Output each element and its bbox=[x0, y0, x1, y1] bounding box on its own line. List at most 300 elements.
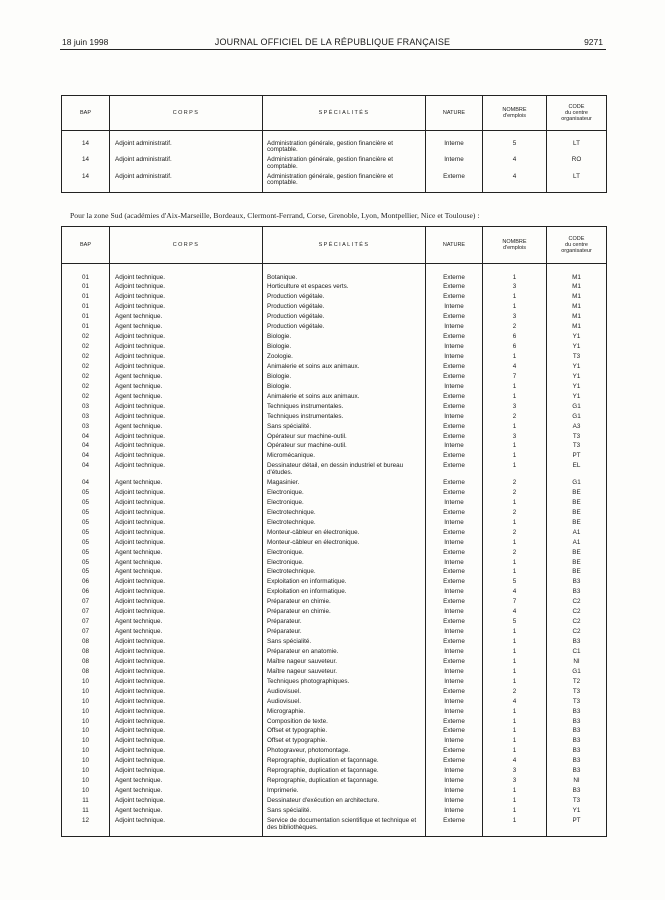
cell-nombre: 1 bbox=[483, 728, 547, 738]
cell-nombre: 1 bbox=[483, 709, 547, 719]
zone-sud-paragraph: Pour la zone Sud (académies d'Aix-Marseille, Bordeaux, Clermont-Ferrand, Corse, Grenoble, Lyon, Montpellier, Nice et Toulouse) : bbox=[70, 211, 480, 220]
cell-bap: 03 bbox=[81, 402, 89, 410]
col-code-sub1: du centre bbox=[565, 110, 588, 116]
cell-nombre: 4 bbox=[483, 609, 547, 619]
cell-nature: Interne bbox=[426, 699, 483, 709]
cell-nombre: 3 bbox=[483, 768, 547, 778]
cell-nombre: 2 bbox=[483, 530, 547, 540]
cell-code: BE bbox=[547, 560, 607, 570]
cell-code: Y1 bbox=[547, 394, 607, 404]
spacer-cell bbox=[426, 835, 483, 837]
cell-specialite: Administration générale, gestion financière et comptable. bbox=[263, 141, 426, 158]
cell-bap: 02 bbox=[81, 392, 89, 400]
cell-nombre: 1 bbox=[483, 649, 547, 659]
table-row bbox=[62, 174, 607, 191]
table-row bbox=[62, 157, 607, 174]
col-nombre-label: NOMBRE bbox=[502, 239, 527, 245]
cell-nature: Interne bbox=[426, 354, 483, 364]
cell-code: A3 bbox=[547, 424, 607, 434]
cell-corps: Adjoint administratif. bbox=[110, 141, 263, 158]
spacer-cell bbox=[426, 131, 483, 141]
cell-corps: Adjoint technique. bbox=[110, 589, 263, 599]
cell-nature: Externe bbox=[426, 550, 483, 560]
cell-nature: Externe bbox=[426, 334, 483, 344]
cell-specialite: Reprographie, duplication et façonnage. bbox=[263, 768, 426, 778]
cell-specialite: Micromécanique. bbox=[263, 453, 426, 463]
cell-corps: Adjoint technique. bbox=[110, 748, 263, 758]
cell-nombre: 7 bbox=[483, 599, 547, 609]
col-nombre-sub: d'emplois bbox=[502, 113, 527, 119]
cell-nombre: 1 bbox=[483, 639, 547, 649]
cell-bap: 05 bbox=[81, 558, 89, 566]
cell-code: T3 bbox=[547, 434, 607, 444]
cell-nombre: 1 bbox=[483, 669, 547, 679]
cell-corps: Adjoint technique. bbox=[110, 659, 263, 669]
cell-specialite: Production végétale. bbox=[263, 294, 426, 304]
cell-bap: 04 bbox=[81, 462, 89, 470]
cell-bap: 08 bbox=[81, 667, 89, 675]
cell-bap: 10 bbox=[81, 767, 89, 775]
cell-specialite: Préparateur en chimie. bbox=[263, 599, 426, 609]
cell-specialite: Biologie. bbox=[263, 334, 426, 344]
cell-bap: 10 bbox=[81, 717, 89, 725]
cell-specialite: Préparateur en chimie. bbox=[263, 609, 426, 619]
cell-nombre: 1 bbox=[483, 424, 547, 434]
cell-corps: Adjoint technique. bbox=[110, 798, 263, 808]
cell-bap: 03 bbox=[81, 412, 89, 420]
cell-nature: Interne bbox=[426, 649, 483, 659]
cell-nature: Externe bbox=[426, 818, 483, 835]
cell-nombre: 1 bbox=[483, 520, 547, 530]
cell-specialite: Offset et typographie. bbox=[263, 728, 426, 738]
cell-corps: Adjoint technique. bbox=[110, 738, 263, 748]
cell-nature: Interne bbox=[426, 629, 483, 639]
cell-nombre: 5 bbox=[483, 619, 547, 629]
cell-nombre: 4 bbox=[483, 364, 547, 374]
table-row bbox=[62, 463, 607, 480]
col-code-label: CODE bbox=[568, 236, 585, 242]
cell-bap: 10 bbox=[81, 677, 89, 685]
cell-nature: Externe bbox=[426, 453, 483, 463]
cell-bap: 01 bbox=[81, 323, 89, 331]
spacer-cell bbox=[483, 190, 547, 192]
cell-specialite: Electronique. bbox=[263, 550, 426, 560]
cell-nombre: 2 bbox=[483, 510, 547, 520]
cell-code: B3 bbox=[547, 639, 607, 649]
col-bap: BAP bbox=[62, 227, 110, 264]
cell-bap: 04 bbox=[81, 432, 89, 440]
table-header-row bbox=[62, 96, 607, 131]
cell-bap: 02 bbox=[81, 333, 89, 341]
cell-bap: 02 bbox=[81, 372, 89, 380]
cell-nombre: 1 bbox=[483, 354, 547, 364]
cell-corps: Adjoint technique. bbox=[110, 768, 263, 778]
cell-code: B3 bbox=[547, 589, 607, 599]
cell-bap: 11 bbox=[82, 806, 89, 814]
cell-code: BE bbox=[547, 569, 607, 579]
cell-bap: 08 bbox=[81, 657, 89, 665]
cell-bap: 10 bbox=[81, 727, 89, 735]
col-code-sub2: organisateur bbox=[561, 116, 592, 122]
cell-nature: Externe bbox=[426, 728, 483, 738]
cell-specialite: Maître nageur sauveteur. bbox=[263, 669, 426, 679]
cell-nature: Externe bbox=[426, 569, 483, 579]
cell-specialite: Electronique. bbox=[263, 490, 426, 500]
cell-nombre: 4 bbox=[483, 589, 547, 599]
cell-bap: 04 bbox=[81, 479, 89, 487]
cell-nature: Interne bbox=[426, 344, 483, 354]
spacer-row bbox=[62, 131, 607, 141]
cell-code: BE bbox=[547, 520, 607, 530]
cell-corps: Adjoint technique. bbox=[110, 453, 263, 463]
cell-specialite: Electrotechnique. bbox=[263, 510, 426, 520]
cell-specialite: Administration générale, gestion financière et comptable. bbox=[263, 174, 426, 191]
cell-code: NI bbox=[547, 659, 607, 669]
cell-bap: 10 bbox=[81, 747, 89, 755]
cell-corps: Agent technique. bbox=[110, 480, 263, 490]
cell-nature: Externe bbox=[426, 579, 483, 589]
col-code-sub1: du centre bbox=[565, 242, 588, 248]
cell-specialite: Techniques instrumentales. bbox=[263, 414, 426, 424]
cell-nature: Externe bbox=[426, 404, 483, 414]
cell-code: LT bbox=[547, 141, 607, 158]
cell-bap: 04 bbox=[81, 442, 89, 450]
cell-bap: 01 bbox=[81, 293, 89, 301]
cell-corps: Adjoint technique. bbox=[110, 354, 263, 364]
cell-specialite: Horticulture et espaces verts. bbox=[263, 284, 426, 294]
cell-corps: Adjoint technique. bbox=[110, 500, 263, 510]
cell-nombre: 3 bbox=[483, 314, 547, 324]
cell-specialite: Imprimerie. bbox=[263, 788, 426, 798]
cell-nombre: 3 bbox=[483, 778, 547, 788]
col-nombre-sub: d'emplois bbox=[502, 245, 527, 251]
cell-code: Y1 bbox=[547, 344, 607, 354]
cell-corps: Agent technique. bbox=[110, 384, 263, 394]
cell-nature: Interne bbox=[426, 808, 483, 818]
spacer-cell bbox=[110, 264, 263, 275]
cell-nombre: 1 bbox=[483, 659, 547, 669]
cell-code: B3 bbox=[547, 709, 607, 719]
cell-bap: 05 bbox=[81, 498, 89, 506]
cell-nombre: 1 bbox=[483, 738, 547, 748]
cell-nombre: 1 bbox=[483, 569, 547, 579]
spacer-cell bbox=[110, 131, 263, 141]
cell-corps: Adjoint technique. bbox=[110, 284, 263, 294]
cell-bap: 06 bbox=[81, 588, 89, 596]
cell-corps: Adjoint technique. bbox=[110, 728, 263, 738]
cell-code: B3 bbox=[547, 748, 607, 758]
table-header-row bbox=[62, 227, 607, 264]
cell-corps: Adjoint technique. bbox=[110, 404, 263, 414]
cell-nombre: 6 bbox=[483, 334, 547, 344]
cell-nombre: 1 bbox=[483, 748, 547, 758]
cell-code: Y1 bbox=[547, 808, 607, 818]
cell-nombre: 5 bbox=[483, 579, 547, 589]
cell-specialite: Electronique. bbox=[263, 500, 426, 510]
cell-corps: Adjoint technique. bbox=[110, 434, 263, 444]
journal-title: JOURNAL OFFICIEL DE LA RÉPUBLIQUE FRANÇAISE bbox=[214, 37, 451, 47]
cell-specialite: Composition de texte. bbox=[263, 719, 426, 729]
cell-nature: Interne bbox=[426, 500, 483, 510]
cell-specialite: Botanique. bbox=[263, 275, 426, 285]
cell-code: LT bbox=[547, 174, 607, 191]
cell-specialite: Exploitation en informatique. bbox=[263, 589, 426, 599]
cell-specialite: Exploitation en informatique. bbox=[263, 579, 426, 589]
col-nombre-label: NOMBRE bbox=[502, 107, 527, 113]
cell-bap: 10 bbox=[81, 687, 89, 695]
cell-bap: 10 bbox=[81, 737, 89, 745]
cell-corps: Adjoint technique. bbox=[110, 443, 263, 453]
cell-nature: Externe bbox=[426, 424, 483, 434]
cell-bap: 01 bbox=[81, 273, 89, 281]
spacer-cell bbox=[263, 835, 426, 837]
cell-nature: Interne bbox=[426, 157, 483, 174]
cell-specialite: Techniques instrumentales. bbox=[263, 404, 426, 414]
cell-bap: 06 bbox=[81, 578, 89, 586]
cell-nature: Interne bbox=[426, 768, 483, 778]
cell-bap: 11 bbox=[82, 797, 89, 805]
cell-bap: 05 bbox=[81, 488, 89, 496]
col-bap: BAP bbox=[62, 96, 110, 131]
cell-code: B3 bbox=[547, 788, 607, 798]
cell-specialite: Micrographie. bbox=[263, 709, 426, 719]
col-nature: NATURE bbox=[426, 227, 483, 264]
cell-nombre: 4 bbox=[483, 699, 547, 709]
cell-specialite: Biologie. bbox=[263, 374, 426, 384]
cell-nombre: 3 bbox=[483, 434, 547, 444]
cell-specialite: Techniques photographiques. bbox=[263, 679, 426, 689]
cell-code: G1 bbox=[547, 480, 607, 490]
cell-code: Y1 bbox=[547, 384, 607, 394]
cell-nombre: 2 bbox=[483, 414, 547, 424]
cell-corps: Adjoint technique. bbox=[110, 689, 263, 699]
cell-nature: Externe bbox=[426, 394, 483, 404]
cell-nature: Interne bbox=[426, 540, 483, 550]
cell-nature: Externe bbox=[426, 374, 483, 384]
cell-nature: Externe bbox=[426, 480, 483, 490]
cell-specialite: Photograveur, photomontage. bbox=[263, 748, 426, 758]
col-code bbox=[547, 96, 607, 131]
cell-bap: 07 bbox=[81, 608, 89, 616]
cell-bap: 10 bbox=[81, 787, 89, 795]
cell-corps: Agent technique. bbox=[110, 324, 263, 334]
cell-bap: 14 bbox=[81, 172, 89, 180]
col-code-label: CODE bbox=[568, 104, 585, 110]
cell-nature: Interne bbox=[426, 141, 483, 158]
cell-nombre: 1 bbox=[483, 560, 547, 570]
cell-bap: 05 bbox=[81, 548, 89, 556]
cell-nature: Externe bbox=[426, 599, 483, 609]
cell-code: T3 bbox=[547, 689, 607, 699]
cell-nature: Externe bbox=[426, 689, 483, 699]
cell-code: C2 bbox=[547, 609, 607, 619]
table-zone-sud bbox=[61, 226, 607, 837]
cell-specialite: Dessinateur détail, en dessin industriel et bureau d'études. bbox=[263, 463, 426, 480]
cell-bap: 07 bbox=[81, 598, 89, 606]
cell-corps: Adjoint technique. bbox=[110, 520, 263, 530]
cell-corps: Agent technique. bbox=[110, 550, 263, 560]
cell-corps: Agent technique. bbox=[110, 778, 263, 788]
cell-bap: 08 bbox=[81, 638, 89, 646]
spacer-cell bbox=[483, 264, 547, 275]
cell-specialite: Reprographie, duplication et façonnage. bbox=[263, 758, 426, 768]
cell-bap: 12 bbox=[81, 816, 89, 824]
cell-specialite: Electrotechnique. bbox=[263, 520, 426, 530]
spacer-cell bbox=[547, 835, 607, 837]
cell-specialite: Monteur-câbleur en électronique. bbox=[263, 540, 426, 550]
spacer-row bbox=[62, 190, 607, 192]
cell-nombre: 1 bbox=[483, 719, 547, 729]
cell-code: M1 bbox=[547, 304, 607, 314]
col-specialites: SPÉCIALITÉS bbox=[263, 227, 426, 264]
cell-corps: Adjoint technique. bbox=[110, 334, 263, 344]
cell-corps: Adjoint technique. bbox=[110, 649, 263, 659]
page-number: 9271 bbox=[584, 37, 603, 47]
cell-bap: 02 bbox=[81, 382, 89, 390]
col-corps: CORPS bbox=[110, 96, 263, 131]
cell-corps: Agent technique. bbox=[110, 560, 263, 570]
cell-corps: Adjoint technique. bbox=[110, 510, 263, 520]
cell-nature: Interne bbox=[426, 560, 483, 570]
cell-code: BE bbox=[547, 500, 607, 510]
col-nombre bbox=[483, 227, 547, 264]
cell-code: T3 bbox=[547, 354, 607, 364]
spacer-cell bbox=[547, 131, 607, 141]
cell-code: A1 bbox=[547, 540, 607, 550]
cell-specialite: Zoologie. bbox=[263, 354, 426, 364]
cell-bap: 05 bbox=[81, 508, 89, 516]
cell-code: M1 bbox=[547, 294, 607, 304]
cell-nature: Externe bbox=[426, 530, 483, 540]
cell-nature: Interne bbox=[426, 520, 483, 530]
cell-nombre: 7 bbox=[483, 374, 547, 384]
cell-bap: 05 bbox=[81, 528, 89, 536]
cell-bap: 01 bbox=[81, 283, 89, 291]
cell-specialite: Dessinateur d'exécution en architecture. bbox=[263, 798, 426, 808]
cell-nature: Externe bbox=[426, 364, 483, 374]
cell-bap: 05 bbox=[81, 568, 89, 576]
cell-corps: Adjoint technique. bbox=[110, 758, 263, 768]
cell-bap: 03 bbox=[81, 422, 89, 430]
cell-code: RO bbox=[547, 157, 607, 174]
col-code bbox=[547, 227, 607, 264]
cell-nature: Externe bbox=[426, 719, 483, 729]
cell-corps: Adjoint technique. bbox=[110, 699, 263, 709]
cell-corps: Adjoint technique. bbox=[110, 304, 263, 314]
cell-nombre: 1 bbox=[483, 453, 547, 463]
cell-nombre: 1 bbox=[483, 629, 547, 639]
cell-corps: Adjoint technique. bbox=[110, 679, 263, 689]
spacer-cell bbox=[547, 190, 607, 192]
cell-code: BE bbox=[547, 490, 607, 500]
cell-specialite: Reprographie, duplication et façonnage. bbox=[263, 778, 426, 788]
cell-nature: Interne bbox=[426, 778, 483, 788]
cell-code: B3 bbox=[547, 758, 607, 768]
cell-code: B3 bbox=[547, 738, 607, 748]
cell-corps: Adjoint technique. bbox=[110, 414, 263, 424]
cell-nature: Interne bbox=[426, 324, 483, 334]
cell-nature: Interne bbox=[426, 443, 483, 453]
col-nature: NATURE bbox=[426, 96, 483, 131]
cell-nombre: 5 bbox=[483, 141, 547, 158]
cell-bap: 01 bbox=[81, 303, 89, 311]
cell-bap: 04 bbox=[81, 452, 89, 460]
spacer-cell bbox=[263, 264, 426, 275]
cell-specialite: Electrotechnique. bbox=[263, 569, 426, 579]
cell-nombre: 1 bbox=[483, 463, 547, 480]
cell-code: M1 bbox=[547, 324, 607, 334]
cell-nature: Externe bbox=[426, 284, 483, 294]
cell-corps: Adjoint administratif. bbox=[110, 157, 263, 174]
cell-nombre: 6 bbox=[483, 344, 547, 354]
cell-code: M1 bbox=[547, 284, 607, 294]
cell-bap: 10 bbox=[81, 697, 89, 705]
cell-nombre: 1 bbox=[483, 294, 547, 304]
spacer-cell bbox=[62, 190, 110, 192]
spacer-cell bbox=[263, 131, 426, 141]
cell-code: B3 bbox=[547, 719, 607, 729]
cell-code: NI bbox=[547, 778, 607, 788]
cell-specialite: Préparateur. bbox=[263, 619, 426, 629]
cell-code: B3 bbox=[547, 728, 607, 738]
spacer-cell bbox=[62, 835, 110, 837]
cell-nature: Externe bbox=[426, 510, 483, 520]
cell-specialite: Audiovisuel. bbox=[263, 689, 426, 699]
spacer-row bbox=[62, 835, 607, 837]
cell-nature: Externe bbox=[426, 174, 483, 191]
cell-nombre: 1 bbox=[483, 540, 547, 550]
page-date: 18 juin 1998 bbox=[62, 37, 109, 47]
cell-corps: Adjoint technique. bbox=[110, 490, 263, 500]
cell-specialite: Monteur-câbleur en électronique. bbox=[263, 530, 426, 540]
cell-specialite: Production végétale. bbox=[263, 314, 426, 324]
cell-nombre: 1 bbox=[483, 679, 547, 689]
cell-nature: Interne bbox=[426, 384, 483, 394]
cell-code: G1 bbox=[547, 414, 607, 424]
cell-nombre: 1 bbox=[483, 304, 547, 314]
cell-code: Y1 bbox=[547, 374, 607, 384]
cell-nombre: 2 bbox=[483, 324, 547, 334]
cell-code: M1 bbox=[547, 275, 607, 285]
cell-bap: 10 bbox=[81, 707, 89, 715]
spacer-cell bbox=[483, 131, 547, 141]
cell-nature: Interne bbox=[426, 414, 483, 424]
cell-bap: 10 bbox=[81, 757, 89, 765]
cell-corps: Adjoint technique. bbox=[110, 609, 263, 619]
cell-corps: Adjoint technique. bbox=[110, 344, 263, 354]
col-specialites: SPÉCIALITÉS bbox=[263, 96, 426, 131]
cell-corps: Agent technique. bbox=[110, 569, 263, 579]
cell-specialite: Sans spécialité. bbox=[263, 424, 426, 434]
cell-nature: Interne bbox=[426, 738, 483, 748]
cell-specialite: Opérateur sur machine-outil. bbox=[263, 443, 426, 453]
cell-corps: Adjoint administratif. bbox=[110, 174, 263, 191]
cell-corps: Adjoint technique. bbox=[110, 463, 263, 480]
cell-nature: Externe bbox=[426, 748, 483, 758]
cell-nombre: 1 bbox=[483, 798, 547, 808]
cell-specialite: Sans spécialité. bbox=[263, 639, 426, 649]
spacer-cell bbox=[62, 264, 110, 275]
cell-code: C1 bbox=[547, 649, 607, 659]
cell-specialite: Biologie. bbox=[263, 344, 426, 354]
cell-corps: Agent technique. bbox=[110, 374, 263, 384]
cell-nombre: 1 bbox=[483, 818, 547, 835]
header-rule bbox=[60, 49, 606, 50]
cell-specialite: Service de documentation scientifique et technique et des bibliothèques. bbox=[263, 818, 426, 835]
cell-corps: Adjoint technique. bbox=[110, 294, 263, 304]
cell-code: Y1 bbox=[547, 364, 607, 374]
cell-corps: Adjoint technique. bbox=[110, 599, 263, 609]
